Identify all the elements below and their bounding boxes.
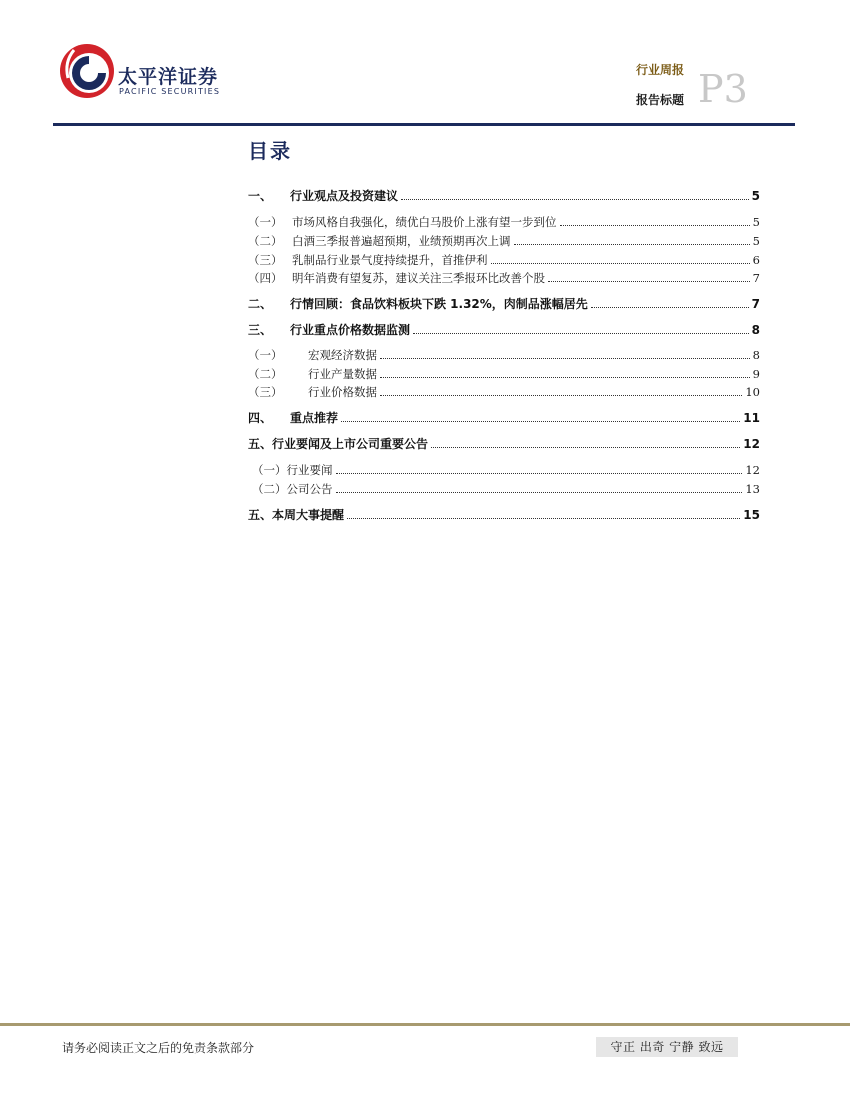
toc-entry[interactable]: [248, 410, 760, 426]
header-divider: [53, 123, 795, 126]
toc-leader-dots: [336, 492, 743, 493]
toc-entry-number: 二、: [248, 297, 273, 311]
toc-entry-page: 7: [751, 297, 760, 311]
toc-leader-dots: [560, 225, 750, 226]
toc-entry-page: 9: [752, 367, 760, 381]
toc-entry-text: 行业重点价格数据监测: [290, 323, 411, 337]
toc-leader-dots: [548, 281, 750, 282]
toc-heading: 目录: [248, 139, 292, 163]
toc-entry[interactable]: [248, 252, 760, 268]
toc-entry[interactable]: [248, 296, 760, 312]
toc-entry[interactable]: [248, 462, 760, 478]
logo-english-name: PACIFIC SECURITIES: [119, 87, 221, 96]
toc-entry[interactable]: [248, 214, 760, 230]
report-title: 报告标题: [635, 93, 684, 107]
company-logo: [58, 42, 228, 114]
toc-entry-number: 四、: [248, 411, 273, 425]
footer-motto: 守正 出奇 宁静 致远: [596, 1037, 738, 1057]
footer-divider: [0, 1023, 850, 1026]
toc-entry-number: （四）: [248, 271, 283, 285]
toc-entry[interactable]: [248, 188, 760, 204]
toc-entry-number: （一）: [248, 215, 283, 229]
toc-entry-text: 明年消费有望复苏，建议关注三季报环比改善个股: [292, 271, 545, 285]
toc-entry[interactable]: [248, 270, 760, 286]
toc-leader-dots: [341, 421, 740, 422]
page-number: P3: [698, 67, 748, 111]
logo-chinese-name: 太平洋证券: [118, 66, 219, 88]
toc-entry-text: 宏观经济数据: [308, 348, 377, 362]
toc-leader-dots: [401, 199, 749, 200]
toc-entry-page: 8: [751, 323, 760, 337]
toc-entry-page: 12: [745, 463, 760, 477]
toc-entry-text: 五、行业要闻及上市公司重要公告: [248, 437, 429, 451]
toc-entry-text: 乳制品行业景气度持续提升，首推伊利: [292, 253, 488, 267]
toc-entry-page: 11: [743, 411, 760, 425]
toc-leader-dots: [491, 263, 750, 264]
toc-entry-text: 市场风格自我强化，绩优白马股价上涨有望一步到位: [292, 215, 557, 229]
toc-entry[interactable]: [248, 481, 760, 497]
toc-entry-page: 15: [743, 508, 760, 522]
toc-entry[interactable]: [248, 436, 760, 452]
toc-entry-page: 10: [745, 385, 760, 399]
toc-entry-number: （二）: [248, 234, 283, 248]
toc-entry[interactable]: [248, 233, 760, 249]
toc-entry-page: 5: [752, 234, 760, 248]
toc-entry-page: 7: [752, 271, 760, 285]
toc-entry-number: （一）: [248, 348, 283, 362]
toc-entry-text: 行业价格数据: [308, 385, 377, 399]
toc-entry-text: 重点推荐: [290, 411, 339, 425]
toc-entry-page: 6: [752, 253, 760, 267]
toc-entry-text: 行业观点及投资建议: [290, 189, 399, 203]
toc-entry[interactable]: [248, 347, 760, 363]
toc-entry-page: 12: [743, 437, 760, 451]
toc-entry-page: 5: [752, 215, 760, 229]
toc-entry-page: 5: [751, 189, 760, 203]
toc-leader-dots: [380, 358, 750, 359]
toc-leader-dots: [591, 307, 749, 308]
pacific-logo-icon: [58, 42, 116, 100]
footer-disclaimer: 请务必阅读正文之后的免责条款部分: [62, 1041, 255, 1055]
toc-leader-dots: [380, 377, 750, 378]
toc-entry-number: （三）: [248, 385, 283, 399]
toc-entry-text: 行业产量数据: [308, 367, 377, 381]
toc-leader-dots: [347, 518, 740, 519]
toc-entry-text: （一）行业要闻: [252, 463, 333, 477]
toc-entry-text: 行情回顾：食品饮料板块下跌 1.32%，肉制品涨幅居先: [290, 297, 588, 311]
toc-entry-text: 五、本周大事提醒: [248, 508, 345, 522]
toc-entry-page: 13: [745, 482, 760, 496]
toc-leader-dots: [336, 473, 743, 474]
toc-entry-number: 一、: [248, 189, 273, 203]
toc-entry-text: 白酒三季报普遍超预期，业绩预期再次上调: [292, 234, 511, 248]
toc-entry-text: （二）公司公告: [252, 482, 333, 496]
toc-entry-number: 三、: [248, 323, 273, 337]
toc-entry[interactable]: [248, 322, 760, 338]
toc-entry[interactable]: [248, 384, 760, 400]
toc-leader-dots: [380, 395, 742, 396]
toc-entry[interactable]: [248, 507, 760, 523]
toc-entry-page: 8: [752, 348, 760, 362]
toc-entry-number: （二）: [248, 367, 283, 381]
toc-leader-dots: [431, 447, 740, 448]
toc-entry[interactable]: [248, 366, 760, 382]
report-type: 行业周报: [635, 63, 684, 77]
toc-leader-dots: [413, 333, 749, 334]
toc-leader-dots: [514, 244, 750, 245]
toc-entry-number: （三）: [248, 253, 283, 267]
